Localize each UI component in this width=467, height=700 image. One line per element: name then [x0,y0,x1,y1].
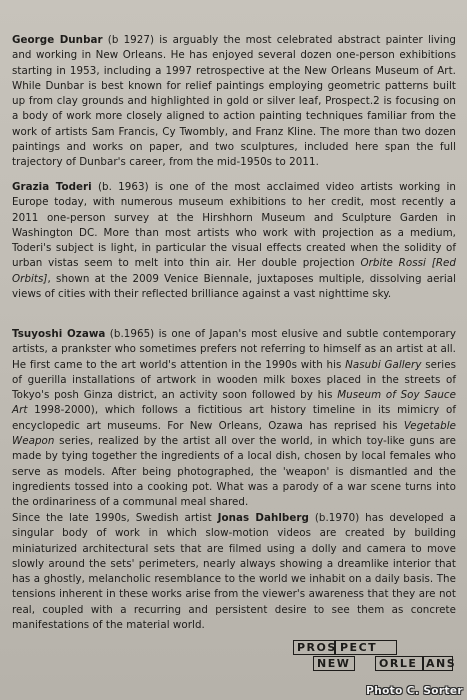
artist-bio: series, realized by the artist all over the world, in which toy-like guns are made by tying together the ingredients of a local dish, chosen by local females who serve as models. After being photographed, the 'weapon' is dismantled and the ingredients tossed into a cooking pot. What was a parody of a war scene turns into the ordinariness of a communal meal shared. [12,435,456,509]
artist-bio: series of guerilla installations of artwork in wooden milk boxes placed in the streets of Tokyo's posh Ginza district, an activity soon followed by his [12,358,457,402]
artist-name: Jonas Dahlberg [217,512,309,524]
work-title: Museum of Soy Sauce Art [12,389,456,417]
artist-bio: 1998-2000), which follows a fictitious art history timeline in its mimicry of encyclopedic art museums. For New Orleans, Ozawa has reprised his [12,404,456,432]
work-title: Nasubi Gallery [345,358,422,371]
artist-paragraph-dahlberg [12,511,456,633]
artist-name: Tsuyoshi Ozawa [12,328,106,340]
artist-bio: Since the late 1990s, Swedish artist [12,512,218,524]
artist-paragraph-toderi [12,180,456,302]
artist-name: George Dunbar [12,34,103,46]
artist-bio: (b.1965) is one of Japan's most elusive and subtle contemporary artists, a prankster who sometimes prefers not referring to himself as an artist at all. He first came to the art world's attention in the 1990s with his [12,328,456,371]
artist-bio: (b 1927) is arguably the most celebrated abstract painter living and working in New Orleans. He has enjoyed several dozen one-person exhibitions starting in 1953, including a 1997 retrospective at the New Orleans Museum of Art. While Dunbar is best known for relief paintings employing geometric patterns built up from clay grounds and highlighted in gold or silver leaf, Prospect.2 is focusing on a body of work more closely aligned to action painting techniques familiar from the work of artists Sam Francis, Cy Twombly, and Franz Kline. The more than two dozen paintings and works on paper, and two sculptures, included here span the full trajectory of Dunbar's career, from the mid-1950s to 2011. [12,34,456,169]
logo-word: NEW [317,657,351,670]
prospect-new-orleans-logo [293,640,457,674]
artist-bio: (b.1970) has developed a singular body of work in which slow-motion videos are created by building miniaturized architectural sets that are filmed using a dolly and camera to move slowly around the sets' perimeters, nearly always showing a dreamlike interior that has a ghostly, melancholic resemblance to the world we inhabit on a daily basis. The tensions inherent in these works arise from the viewer's awareness that they are not real, coupled with a recurring and persistent desire to see them as concrete manifestations of the material world. [12,512,456,632]
artist-paragraph-dunbar [12,33,456,171]
logo-word: PECT [340,641,378,654]
artist-paragraph-ozawa [12,327,456,511]
work-title: Orbite Rossi [Red Orbits] [12,257,456,285]
logo-word: PROS [297,641,337,654]
artist-bio: (b. 1963) is one of the most acclaimed video artists working in Europe today, with numerous museum exhibitions to her credit, most recently a 2011 one-person survey at the Hirshhorn Museum and Sculpture Garden in Washington DC. More than most artists who work with projection as a medium, Toderi's subject is light, in particular the visual effects created when the solidity of urban vistas seem to melt into thin air. Her double projection [12,181,456,270]
artist-name: Grazia Toderi [12,181,92,193]
logo-word: ORLE [379,657,418,670]
artist-bio: , shown at the 2009 Venice Biennale, juxtaposes multiple, dissolving aerial views of cities with their reflected brilliance against a vast nighttime sky. [12,272,456,301]
logo-word: ANS [426,657,457,670]
photo-credit: Photo C. Sorter [366,685,463,697]
work-title: Vegetable Weapon [12,419,456,448]
